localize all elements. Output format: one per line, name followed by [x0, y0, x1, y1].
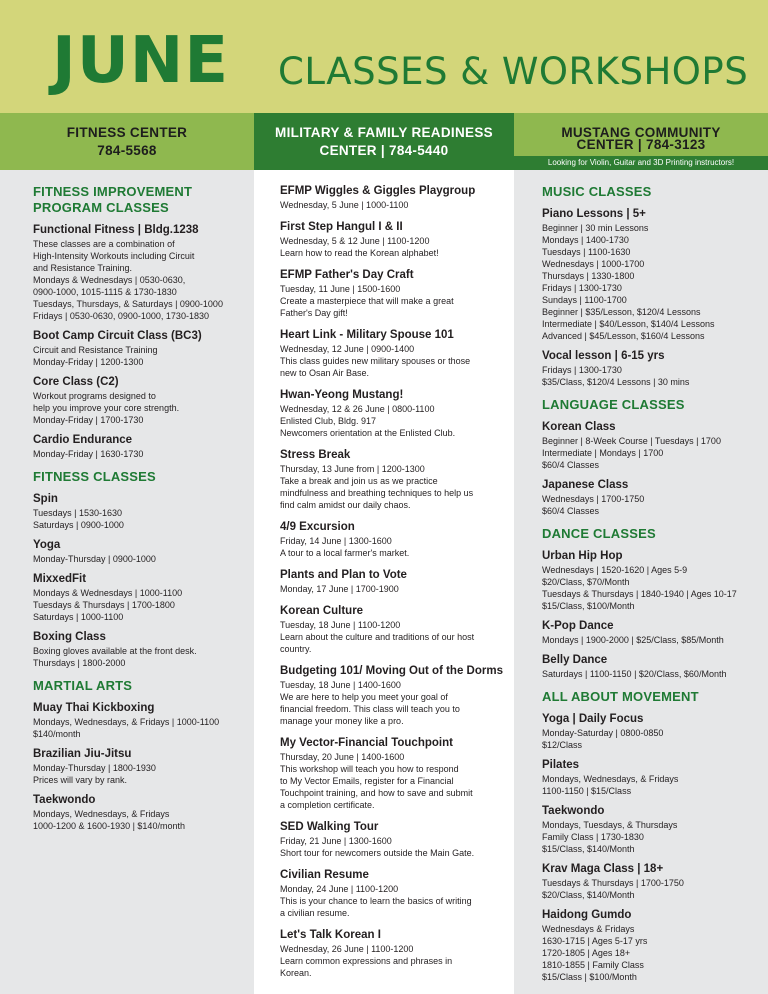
- item-detail: and Resistance Training.: [33, 263, 133, 273]
- item-title: Japanese Class: [542, 479, 629, 491]
- item-detail: $60/4 Classes: [542, 506, 600, 516]
- item-detail: Wednesdays | 1000-1700: [542, 259, 645, 269]
- item-detail: 1720-1805 | Ages 18+: [542, 948, 631, 958]
- section: [33, 469, 244, 669]
- item-title: Piano Lessons | 5+: [542, 208, 646, 220]
- fitness-center-column: [0, 170, 254, 994]
- item-detail: Sundays | 1100-1700: [542, 295, 627, 305]
- item-detail: Mondays | 1400-1730: [542, 235, 629, 245]
- list-item: [542, 478, 762, 517]
- item-detail: Boxing gloves available at the front desk.: [33, 646, 197, 656]
- item-detail: Create a masterpiece that will make a great: [280, 296, 454, 306]
- item-title: EFMP Wiggles & Giggles Playgroup: [280, 185, 476, 197]
- column-header-line: FITNESS CENTER: [66, 124, 188, 140]
- item-title: Haidong Gumdo: [542, 909, 632, 921]
- item-detail: Workout programs designed to: [33, 391, 156, 401]
- column-header-line: CENTER | 784-3123: [576, 136, 706, 152]
- section-heading: ALL ABOUT MOVEMENT: [542, 689, 699, 704]
- item-title: Pilates: [542, 759, 580, 771]
- section: [280, 184, 506, 979]
- item-detail: a completion certificate.: [280, 800, 375, 810]
- item-detail: Tuesday, 18 June | 1400-1600: [280, 680, 401, 690]
- item-detail: Monday-Friday | 1700-1730: [33, 415, 144, 425]
- item-title: Boot Camp Circuit Class (BC3): [33, 330, 202, 342]
- item-title: Hwan-Yeong Mustang!: [280, 389, 404, 401]
- item-detail: Mondays & Wednesdays | 1000-1100: [33, 588, 183, 598]
- list-item: [33, 630, 244, 669]
- list-item: [33, 433, 244, 460]
- item-detail: $15/Class, $140/Month: [542, 844, 635, 854]
- list-item: [280, 184, 506, 211]
- page-subtitle: CLASSES & WORKSHOPS: [278, 50, 749, 93]
- item-detail: help you improve your core strength.: [33, 403, 180, 413]
- item-detail: country.: [280, 644, 312, 654]
- section-heading: DANCE CLASSES: [542, 526, 656, 541]
- section-heading: LANGUAGE CLASSES: [542, 397, 685, 412]
- list-item: [542, 908, 762, 983]
- item-detail: Enlisted Club, Bldg. 917: [280, 416, 377, 426]
- month-title: JUNE: [52, 24, 230, 98]
- item-detail: Advanced | $45/Lesson, $160/4 Lessons: [542, 331, 705, 341]
- item-detail: Intermediate | $40/Lesson, $140/4 Lessons: [542, 319, 715, 329]
- item-detail: Monday-Friday | 1630-1730: [33, 449, 144, 459]
- item-detail: Saturdays | 0900-1000: [33, 520, 124, 530]
- section: [33, 678, 244, 832]
- item-title: Cardio Endurance: [33, 434, 133, 446]
- section-heading: FITNESS IMPROVEMENT PROGRAM CLASSES: [33, 184, 193, 215]
- column-header-military-family: [254, 113, 514, 170]
- list-item: [33, 375, 244, 426]
- item-detail: Wednesday, 5 & 12 June | 1100-1200: [280, 236, 430, 246]
- list-item: [33, 492, 244, 531]
- item-detail: Monday-Thursday | 1800-1930: [33, 763, 156, 773]
- item-detail: Monday-Thursday | 0900-1000: [33, 554, 156, 564]
- item-detail: Thursday, 13 June from | 1200-1300: [280, 464, 425, 474]
- item-title: SED Walking Tour: [280, 821, 379, 833]
- item-detail: Mondays & Wednesdays | 0530-0630,: [33, 275, 186, 285]
- item-title: Korean Class: [542, 421, 616, 433]
- item-title: Yoga: [33, 539, 61, 551]
- item-title: Korean Culture: [280, 605, 364, 617]
- item-detail: These classes are a combination of: [33, 239, 175, 249]
- section-heading: FITNESS CLASSES: [33, 469, 156, 484]
- item-detail: Tuesdays, Thursdays, & Saturdays | 0900-1000: [33, 299, 223, 309]
- section: [33, 184, 244, 460]
- item-title: K-Pop Dance: [542, 620, 614, 632]
- section-heading: MARTIAL ARTS: [33, 678, 133, 693]
- section: [542, 526, 762, 680]
- list-item: [280, 820, 506, 859]
- item-detail: Monday-Friday | 1200-1300: [33, 357, 144, 367]
- item-detail: Learn common expressions and phrases in: [280, 956, 453, 966]
- list-item: [542, 549, 762, 612]
- item-detail: This workshop will teach you how to respond: [280, 764, 459, 774]
- item-detail: Monday, 24 June | 1100-1200: [280, 884, 399, 894]
- item-detail: High-Intensity Workouts including Circuit: [33, 251, 195, 261]
- item-detail: Take a break and join us as we practice: [280, 476, 438, 486]
- item-title: Core Class (C2): [33, 376, 119, 388]
- item-detail: $20/Class, $140/Month: [542, 890, 635, 900]
- item-detail: $140/month: [33, 729, 81, 739]
- list-item: [33, 747, 244, 786]
- list-item: [542, 862, 762, 901]
- item-detail: Wednesday, 12 & 26 June | 0800-1100: [280, 404, 435, 414]
- item-title: Heart Link - Military Spouse 101: [280, 329, 454, 341]
- item-detail: Monday, 17 June | 1700-1900: [280, 584, 399, 594]
- column-header-line: 784-5568: [97, 142, 157, 158]
- section: [542, 689, 762, 983]
- item-detail: Wednesday, 12 June | 0900-1400: [280, 344, 415, 354]
- list-item: [33, 572, 244, 623]
- item-detail: Monday-Saturday | 0800-0850: [542, 728, 664, 738]
- list-item: [33, 793, 244, 832]
- list-item: [33, 538, 244, 565]
- item-detail: manage your money like a pro.: [280, 716, 404, 726]
- section: [542, 184, 762, 388]
- item-detail: Korean.: [280, 968, 312, 978]
- item-detail: mindfulness and breathing techniques to help us: [280, 488, 474, 498]
- page-header: [0, 0, 768, 113]
- column-header-line: MILITARY & FAMILY READINESS: [275, 124, 493, 140]
- item-detail: Fridays | 0530-0630, 0900-1000, 1730-1830: [33, 311, 209, 321]
- item-title: Urban Hip Hop: [542, 550, 623, 562]
- item-detail: Beginner | 8-Week Course | Tuesdays | 1700: [542, 436, 721, 446]
- item-title: My Vector-Financial Touchpoint: [280, 737, 453, 749]
- list-item: [280, 664, 506, 727]
- item-detail: to My Vector Emails, register for a Financial: [280, 776, 454, 786]
- item-title: Plants and Plan to Vote: [280, 569, 407, 581]
- item-detail: This is your chance to learn the basics of writing: [280, 896, 472, 906]
- list-item: [542, 207, 762, 342]
- item-title: 4/9 Excursion: [280, 521, 355, 533]
- column-header-line: MUSTANG COMMUNITY: [561, 124, 721, 140]
- item-detail: Saturdays | 1100-1150 | $20/Class, $60/Month: [542, 669, 727, 679]
- item-detail: This class guides new military spouses or those: [280, 356, 471, 366]
- item-detail: find calm amidst our daily chaos.: [280, 500, 411, 510]
- item-title: Boxing Class: [33, 631, 106, 643]
- item-detail: We are here to help you meet your goal of: [280, 692, 448, 702]
- item-detail: Saturdays | 1000-1100: [33, 612, 124, 622]
- item-detail: $12/Class: [542, 740, 583, 750]
- item-detail: Tuesdays | 1530-1630: [33, 508, 123, 518]
- item-detail: a civilian resume.: [280, 908, 350, 918]
- item-title: Yoga | Daily Focus: [542, 713, 644, 725]
- list-item: [280, 736, 506, 811]
- item-detail: Tuesdays & Thursdays | 1700-1750: [542, 878, 684, 888]
- item-detail: Tuesdays & Thursdays | 1840-1940 | Ages 10-17: [542, 589, 737, 599]
- list-item: [280, 448, 506, 511]
- list-item: [33, 329, 244, 368]
- list-item: [280, 928, 506, 979]
- list-item: [542, 349, 762, 388]
- item-detail: new to Osan Air Base.: [280, 368, 370, 378]
- item-detail: Circuit and Resistance Training: [33, 345, 158, 355]
- list-item: [280, 520, 506, 559]
- item-detail: Tuesdays | 1100-1630: [542, 247, 631, 257]
- list-item: [33, 701, 244, 740]
- item-title: Vocal lesson | 6-15 yrs: [542, 350, 665, 362]
- item-title: Functional Fitness | Bldg.1238: [33, 224, 199, 236]
- item-detail: Mondays | 1900-2000 | $25/Class, $85/Month: [542, 635, 724, 645]
- item-detail: Learn about the culture and traditions of our host: [280, 632, 475, 642]
- item-detail: 1100-1150 | $15/Class: [542, 786, 632, 796]
- item-detail: Prices will vary by rank.: [33, 775, 128, 785]
- item-title: EFMP Father's Day Craft: [280, 269, 414, 281]
- item-title: Taekwondo: [33, 794, 96, 806]
- list-item: [280, 868, 506, 919]
- item-detail: Touchpoint training, and how to save and submit: [280, 788, 473, 798]
- item-detail: Father's Day gift!: [280, 308, 348, 318]
- item-detail: Short tour for newcomers outside the Main Gate.: [280, 848, 475, 858]
- item-title: Taekwondo: [542, 805, 605, 817]
- instructor-wanted-note: Looking for Violin, Guitar and 3D Printing instructors!: [514, 156, 768, 170]
- item-title: MixxedFit: [33, 573, 87, 585]
- item-detail: Friday, 14 June | 1300-1600: [280, 536, 392, 546]
- item-detail: financial freedom. This class will teach you to: [280, 704, 460, 714]
- item-detail: Mondays, Tuesdays, & Thursdays: [542, 820, 678, 830]
- list-item: [542, 653, 762, 680]
- section-heading: MUSIC CLASSES: [542, 184, 652, 199]
- item-title: Spin: [33, 493, 58, 505]
- item-detail: 1810-1855 | Family Class: [542, 960, 644, 970]
- item-detail: Tuesdays & Thursdays | 1700-1800: [33, 600, 175, 610]
- item-title: Brazilian Jiu-Jitsu: [33, 748, 132, 760]
- item-title: Let's Talk Korean I: [280, 929, 381, 941]
- item-detail: $20/Class, $70/Month: [542, 577, 630, 587]
- item-detail: Thursdays | 1800-2000: [33, 658, 126, 668]
- item-title: Muay Thai Kickboxing: [33, 702, 155, 714]
- item-detail: Wednesday, 26 June | 1100-1200: [280, 944, 414, 954]
- item-detail: Thursdays | 1330-1800: [542, 271, 635, 281]
- item-title: Stress Break: [280, 449, 351, 461]
- item-detail: Fridays | 1300-1730: [542, 283, 622, 293]
- item-detail: Learn how to read the Korean alphabet!: [280, 248, 439, 258]
- item-detail: Tuesday, 11 June | 1500-1600: [280, 284, 401, 294]
- item-detail: $15/Class, $100/Month: [542, 601, 635, 611]
- item-detail: Beginner | $35/Lesson, $120/4 Lessons: [542, 307, 701, 317]
- item-detail: Family Class | 1730-1830: [542, 832, 644, 842]
- item-detail: Friday, 21 June | 1300-1600: [280, 836, 392, 846]
- item-detail: Intermediate | Mondays | 1700: [542, 448, 664, 458]
- list-item: [280, 268, 506, 319]
- item-detail: 1630-1715 | Ages 5-17 yrs: [542, 936, 648, 946]
- item-title: First Step Hangul I & II: [280, 221, 403, 233]
- item-detail: Fridays | 1300-1730: [542, 365, 622, 375]
- list-item: [542, 758, 762, 797]
- community-center-column: [514, 170, 768, 994]
- item-detail: $35/Class, $120/4 Lessons | 30 mins: [542, 377, 690, 387]
- item-detail: $60/4 Classes: [542, 460, 600, 470]
- column-header-fitness: [0, 113, 254, 170]
- item-detail: Newcomers orientation at the Enlisted Club.: [280, 428, 456, 438]
- list-item: [280, 388, 506, 439]
- item-title: Krav Maga Class | 18+: [542, 863, 664, 875]
- list-item: [33, 223, 244, 322]
- list-item: [542, 804, 762, 855]
- item-detail: Beginner | 30 min Lessons: [542, 223, 649, 233]
- military-family-column: [254, 170, 514, 994]
- item-detail: Mondays, Wednesdays, & Fridays: [542, 774, 679, 784]
- item-detail: $15/Class | $100/Month: [542, 972, 637, 982]
- item-title: Budgeting 101/ Moving Out of the Dorms: [280, 665, 503, 677]
- list-item: [542, 619, 762, 646]
- item-detail: Wednesdays & Fridays: [542, 924, 635, 934]
- list-item: [542, 420, 762, 471]
- item-detail: Mondays, Wednesdays, & Fridays | 1000-1100: [33, 717, 220, 727]
- item-detail: A tour to a local farmer's market.: [280, 548, 410, 558]
- section: [542, 397, 762, 517]
- item-detail: Tuesday, 18 June | 1100-1200: [280, 620, 401, 630]
- item-detail: Mondays, Wednesdays, & Fridays: [33, 809, 170, 819]
- item-detail: Wednesday, 5 June | 1000-1100: [280, 200, 409, 210]
- item-detail: Thursday, 20 June | 1400-1600: [280, 752, 405, 762]
- item-detail: 1000-1200 & 1600-1930 | $140/month: [33, 821, 185, 831]
- list-item: [280, 568, 506, 595]
- list-item: [280, 604, 506, 655]
- list-item: [542, 712, 762, 751]
- list-item: [280, 220, 506, 259]
- item-detail: Wednesdays | 1700-1750: [542, 494, 645, 504]
- item-detail: Wednesdays | 1520-1620 | Ages 5-9: [542, 565, 688, 575]
- column-header-line: CENTER | 784-5440: [319, 142, 449, 158]
- list-item: [280, 328, 506, 379]
- item-title: Civilian Resume: [280, 869, 369, 881]
- column-header-community: [514, 113, 768, 170]
- item-title: Belly Dance: [542, 654, 608, 666]
- item-detail: 0900-1000, 1015-1115 & 1730-1830: [33, 287, 177, 297]
